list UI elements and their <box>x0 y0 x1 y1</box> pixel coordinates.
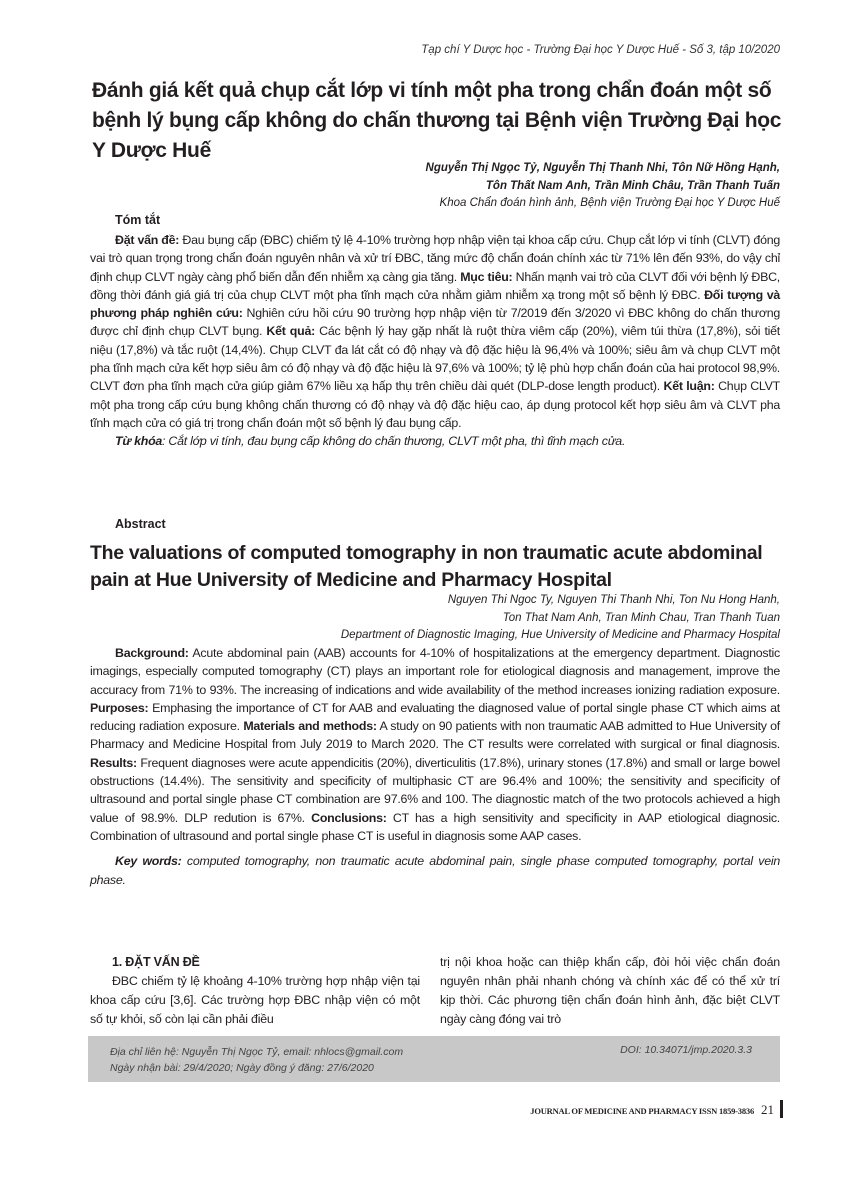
english-title: The valuations of computed tomography in non traumatic acute abdominal pain at Hue University of Medicine and Pharmacy Hospital <box>90 542 763 591</box>
correspondence-box <box>88 1036 780 1082</box>
text-results: Frequent diagnoses were acute appendicitis (20%), diverticulitis (17.8%), urinary stones (17.8%) and small or large bowel obstructions (14.4%). The sensitivity and specificity of multiphasic CT are 96.4% and 100%; the sensitivity and specificity of ultrasound and portal single phase CT combination are 97.6% and 100. The diagnostic match of the two protocols achieved a high value of 98.9%. DLP redution is 67%. <box>90 755 780 825</box>
vietnamese-authors-line-2: Tôn Thất Nam Anh, Trần Minh Châu, Trần Thanh Tuấn <box>485 179 780 192</box>
label-conclusion: Kết luận: <box>663 379 715 394</box>
vietnamese-abstract-body <box>90 231 780 432</box>
label-purposes: Purposes: <box>90 700 149 715</box>
keywords-text: computed tomography, non traumatic acute abdominal pain, single phase computed tomography, portal vein phase. <box>90 854 780 887</box>
running-head: Tạp chí Y Dược học - Trường Đại học Y Dược Huế - Số 3, tập 10/2020 <box>421 44 780 56</box>
journal-name-issn: JOURNAL OF MEDICINE AND PHARMACY ISSN 1859-3836 <box>530 1106 754 1116</box>
text-results: Các bệnh lý hay gặp nhất là ruột thừa viêm cấp (20%), viêm túi thừa (17,8%), sỏi tiết niệu (17,8%) và tắc ruột (14,4%). Chụp CLVT đa lát cắt có độ nhạy và độ đặc hiệu là 96,4% và 100%; siêu âm và chụp CLVT một pha tĩnh mạch cửa kết hợp siêu âm có độ nhạy và độ đặc hiệu là 97,6% và 100%; tỷ lệ phù hợp chẩn đoán của hai protocol 98,9%. CLVT đơn pha tĩnh mạch cửa giúp giảm 67% liều xạ hấp thụ trên chiều dài quét (DLP-dose length product). <box>90 324 780 394</box>
vietnamese-affiliation: Khoa Chẩn đoán hình ảnh, Bệnh viện Trường Đại học Y Dược Huế <box>439 197 780 209</box>
text-conclusions: CT has a high sensitivity and specificity in AAP etiological diagnosic. Combination of ultrasound and portal single phase CT is useful in diagnosis some AAP cases. <box>90 810 780 843</box>
label-conclusions: Conclusions: <box>311 810 387 825</box>
page-number: 21 <box>761 1102 774 1117</box>
right-column <box>440 953 780 1029</box>
section-heading: 1. ĐẶT VẤN ĐỀ <box>112 955 200 969</box>
text-conclusion: Chụp CLVT một pha trong cấp cứu bụng không chấn thương có độ nhạy và độ đặc hiệu cao, áp dụng protocol kết hợp siêu âm và CLVT pha tĩnh mạch cửa có giá trị trong chẩn đoán một số bệnh lý đau bụng cấp. <box>90 379 780 430</box>
right-column-text: trị nội khoa hoặc can thiệp khẩn cấp, đòi hỏi việc chẩn đoán nguyên nhân phải nhanh chóng và chính xác để có thể xử trí kịp thời. Các phương tiện chẩn đoán hình ảnh, đặc biệt CLVT ngày càng đóng vai trò <box>440 955 780 1026</box>
text-background: Đau bụng cấp (ĐBC) chiếm tỷ lệ 4-10% trường hợp nhập viện tại khoa cấp cứu. Chụp cắt lớp vi tính (CLVT) đóng vai trò quan trọng trong chẩn đoán nguyên nhân và xử trí ĐBC, tăng mức độ chẩn đoán chính xác từ 71% lên đến 93%, do vậy chỉ định chụp CLVT ngày càng phổ biến dẫn đến nhiễm xạ càng gia tăng. <box>90 233 780 284</box>
contact-info: Địa chỉ liên hệ: Nguyễn Thị Ngọc Tỷ, email: nhlocs@gmail.com <box>110 1046 404 1058</box>
text-aim: Nhấn mạnh vai trò của CLVT đối với bệnh lý ĐBC, đồng thời đánh giá giá trị của chụp CLVT một pha tĩnh mạch cửa nhằm giảm nhiễm xạ trong một số bệnh lý ĐBC. <box>90 269 781 302</box>
text-background: Acute abdominal pain (AAB) accounts for 4-10% of hospitalizations at the emergency department. Diagnostic imagings, especially computed tomography (CT) plays an important role for etiological diagnosis and management, improve the accuracy from 71% to 93%. The increasing of indications and wide availability of the method increases ionizing radiation exposure. <box>90 646 780 697</box>
text-purposes: Emphasing the importance of CT for AAB and evaluating the diagnosed value of portal single phase CT which aims at reducing radiation exposure. <box>90 700 780 734</box>
label-results: Kết quả: <box>266 324 315 339</box>
label-methods: Đối tượng và phương pháp nghiên cứu: <box>90 287 781 321</box>
label-background: Đặt vấn đề: <box>115 233 180 247</box>
vietnamese-title: Đánh giá kết quả chụp cắt lớp vi tính một pha trong chẩn đoán một số bệnh lý bụng cấp không do chấn thương tại Bệnh viện Trường Đại học Y Dược Huế <box>92 79 782 162</box>
english-authors-line-1: Nguyen Thi Ngoc Ty, Nguyen Thi Thanh Nhi, Ton Nu Hong Hanh, <box>447 594 780 606</box>
english-keywords <box>90 852 780 889</box>
page-number-bar <box>780 1100 783 1118</box>
english-authors-line-2: Ton That Nam Anh, Tran Minh Chau, Tran Thanh Tuan <box>502 611 780 624</box>
vietnamese-authors-line-1: Nguyễn Thị Ngọc Tỷ, Nguyễn Thị Thanh Nhi, Tôn Nữ Hồng Hạnh, <box>425 162 780 174</box>
english-authors-block <box>341 592 780 645</box>
received-accepted-dates: Ngày nhận bài: 29/4/2020; Ngày đồng ý đăng: 27/6/2020 <box>110 1062 374 1074</box>
vietnamese-keywords <box>90 432 780 450</box>
text-methods: A study on 90 patients with non traumatic AAB admitted to Hue University of Pharmacy and Medicine Hospital from July 2019 to March 2020. The CT results were correlated with surgical or final diagnosis. <box>90 719 780 752</box>
left-column <box>90 953 420 1029</box>
english-abstract <box>90 644 780 889</box>
vietnamese-abstract-heading: Tóm tắt <box>115 213 161 227</box>
english-affiliation: Department of Diagnostic Imaging, Hue University of Medicine and Pharmacy Hospital <box>340 629 780 641</box>
doi: DOI: 10.34071/jmp.2020.3.3 <box>620 1044 752 1056</box>
text-methods: Nghiên cứu hồi cứu 90 trường hợp nhập viện từ 7/2019 đến 3/2020 vì ĐBC không do chấn thương được chỉ định chụp CLVT bụng. <box>90 306 780 339</box>
vietnamese-authors-block <box>426 160 780 213</box>
label-aim: Mục tiêu: <box>460 269 513 284</box>
keywords-label: Từ khóa <box>115 434 163 449</box>
english-abstract-body <box>90 644 780 845</box>
keywords-text: : Cắt lớp vi tính, đau bụng cấp không do chấn thương, CLVT một pha, thì tĩnh mạch cửa. <box>162 434 626 449</box>
label-results: Results: <box>90 755 137 770</box>
english-abstract-heading: Abstract <box>115 517 166 531</box>
left-column-text: ĐBC chiếm tỷ lệ khoảng 4-10% trường hợp nhập viện tại khoa cấp cứu [3,6]. Các trường hợp ĐBC nhập viện có một số tự khỏi, số còn lại cần phải điều <box>90 974 420 1026</box>
vietnamese-abstract <box>90 231 780 451</box>
label-background: Background: <box>115 646 189 660</box>
label-methods: Materials and methods: <box>243 719 377 734</box>
keywords-label: Key words: <box>115 854 182 869</box>
